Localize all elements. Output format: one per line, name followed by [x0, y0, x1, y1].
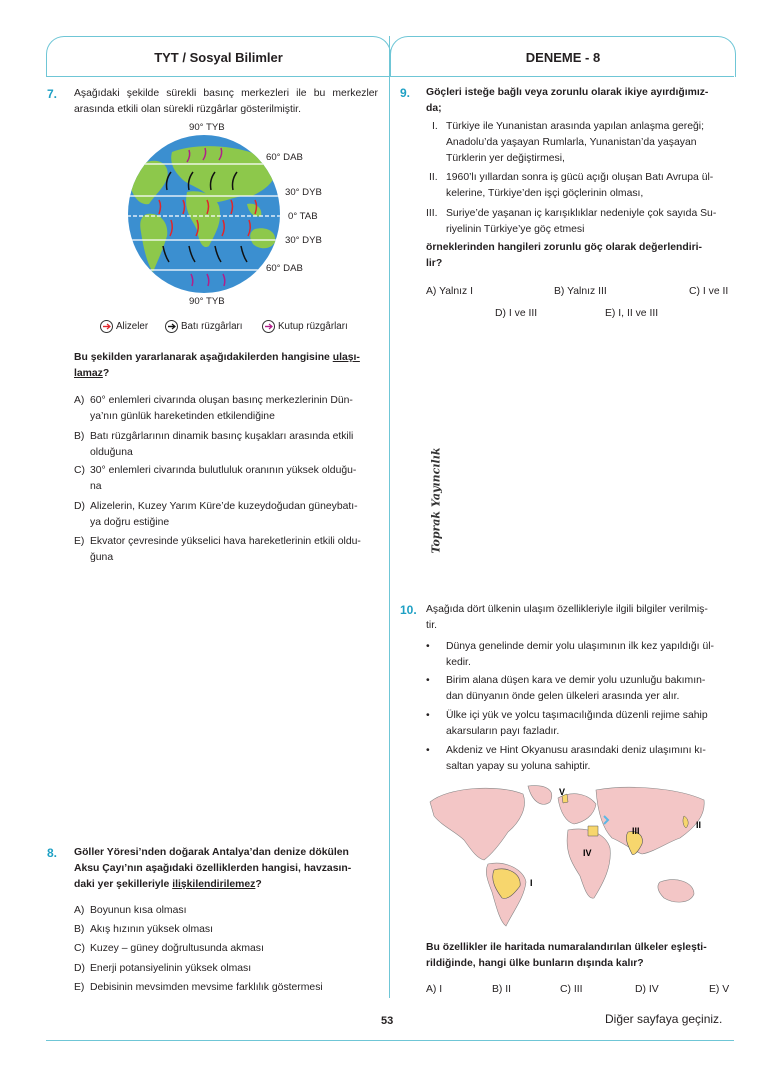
- q7-stem: Bu şekilden yararlanarak aşağıdakilerden hangisine ulaşı- lamaz?: [74, 352, 360, 379]
- legend-kutup: [262, 320, 348, 333]
- q8-stem: Göller Yöresi’nden doğarak Antalya’dan denize dökülen Aksu Çayı’nın aşağıdaki özelliklerden hangisi, havzasın- daki yer şekilleriyle ilişkilendirilemez?: [74, 847, 352, 890]
- q10-option-c[interactable]: C) III: [560, 984, 583, 995]
- map-label-v: V: [559, 787, 566, 797]
- q8-option-d[interactable]: D) Enerji potansiyelinin yüksek olması: [74, 963, 252, 974]
- legend-bati: [165, 320, 243, 333]
- q9-stem: Göçleri isteğe bağlı veya zorunlu olarak ikiye ayırdığımız- da;: [426, 87, 709, 114]
- header-left: [46, 36, 391, 77]
- q10-intro: Aşağıda dört ülkenin ulaşım özellikleriyle ilgili bilgiler verilmiş- tir.: [426, 604, 708, 631]
- header-underline: [46, 76, 734, 77]
- q10-question: Bu özellikler ile haritada numaralandırılan ülkeler eşleşti- rildiğinde, hangi ülke bunların dışında kalır?: [426, 942, 707, 969]
- label-60-dab-bottom: 60° DAB: [266, 263, 303, 274]
- world-map: [428, 782, 708, 932]
- q10-option-d[interactable]: D) IV: [635, 984, 659, 995]
- label-90-tyb-top: 90° TYB: [189, 122, 225, 133]
- map-north-america: [430, 788, 525, 860]
- next-page-note: Diğer sayfaya geçiniz.: [605, 1012, 723, 1026]
- legend-alize-label: Alizeler: [116, 321, 149, 332]
- q10-number: 10.: [400, 603, 417, 617]
- q8-option-a[interactable]: A) Boyunun kısa olması: [74, 905, 187, 916]
- legend-kutup-label: Kutup rüzgârları: [278, 321, 348, 332]
- q9-option-b[interactable]: B) Yalnız III: [554, 286, 607, 297]
- q10-option-a[interactable]: A) I: [426, 984, 443, 995]
- label-0-tab: 0° TAB: [288, 211, 318, 222]
- footer-line: [46, 1040, 734, 1041]
- black-arrow-icon: [165, 320, 178, 333]
- purple-arrow-icon: [262, 320, 275, 333]
- publisher-watermark: Toprak Yayıncılık: [429, 447, 443, 554]
- q8-option-e[interactable]: E) Debisinin mevsimden mevsime farklılık göstermesi: [74, 982, 323, 993]
- q10-option-e[interactable]: E) V: [709, 984, 730, 995]
- country-egypt: [588, 826, 598, 836]
- q8-option-b[interactable]: B) Akış hızının yüksek olması: [74, 924, 214, 935]
- map-label-ii: II: [696, 820, 702, 830]
- q9-option-c[interactable]: C) I ve II: [689, 286, 729, 297]
- q9-option-e[interactable]: E) I, II ve III: [605, 308, 659, 319]
- column-divider: [389, 36, 390, 998]
- header-right: [390, 36, 736, 77]
- q9-option-a[interactable]: A) Yalnız I: [426, 286, 473, 297]
- page-number: 53: [381, 1015, 394, 1027]
- q10-option-b[interactable]: B) II: [492, 984, 512, 995]
- label-30-dyb-top: 30° DYB: [285, 187, 322, 198]
- label-90-tyb-bottom: 90° TYB: [189, 296, 225, 307]
- map-label-iv: IV: [583, 848, 592, 858]
- globe-diagram: [127, 134, 281, 294]
- label-60-dab-top: 60° DAB: [266, 152, 303, 163]
- map-africa: [567, 829, 610, 898]
- header-right-title: DENEME - 8: [525, 49, 601, 65]
- q9-question: örneklerinden hangileri zorunlu göç olarak değerlendiri- lir?: [426, 242, 702, 269]
- label-30-dyb-bottom: 30° DYB: [285, 235, 322, 246]
- map-australia: [658, 880, 694, 902]
- q7-intro: Aşağıdaki şekilde sürekli basınç merkezleri ile bu merkezler arasında etkili olan sürekli rüzgârlar gösterilmiştir.: [74, 88, 378, 115]
- map-label-iii: III: [632, 826, 640, 836]
- header-left-title: TYT / Sosyal Bilimler: [154, 49, 283, 65]
- q8-number: 8.: [47, 846, 58, 860]
- q7-number: 7.: [47, 87, 58, 101]
- legend-bati-label: Batı rüzgârları: [181, 321, 243, 332]
- red-arrow-icon: [100, 320, 113, 333]
- q9-number: 9.: [400, 86, 411, 100]
- map-greenland: [528, 786, 552, 805]
- q8-option-c[interactable]: C) Kuzey – güney doğrultusunda akması: [74, 943, 264, 954]
- legend-alize: [100, 320, 148, 333]
- map-label-i: I: [530, 878, 533, 888]
- q9-option-d[interactable]: D) I ve III: [495, 308, 538, 319]
